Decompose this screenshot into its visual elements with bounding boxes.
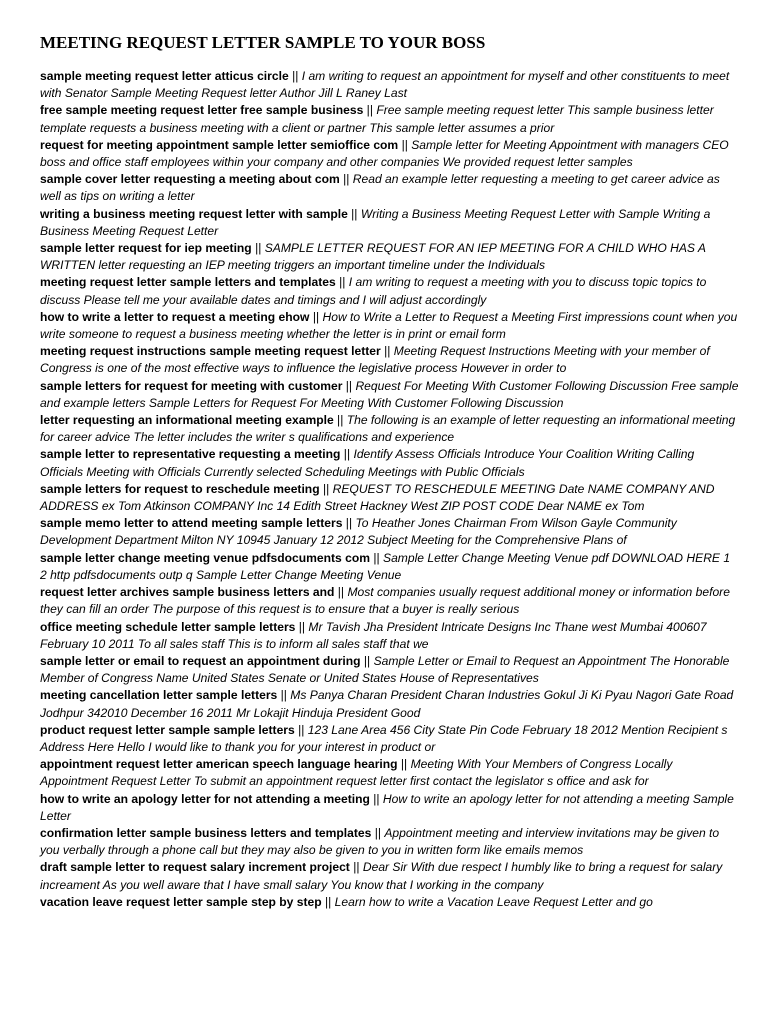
entry-keyword[interactable]: meeting cancellation letter sample letters — [40, 688, 278, 703]
entry-separator: || — [369, 791, 383, 806]
list-item — [40, 378, 740, 412]
entry-description: Dear Sir With due respect I humbly like to bring a request for salary increament As you well aware that I have small salary You know that I working in the company — [40, 860, 723, 892]
list-item — [40, 791, 740, 825]
entry-separator: || — [349, 860, 363, 875]
entry-separator: || — [363, 103, 377, 118]
list-item — [40, 550, 740, 584]
list-item — [40, 894, 740, 911]
list-item — [40, 102, 740, 136]
list-item — [40, 653, 740, 687]
entry-keyword[interactable]: free sample meeting request letter free sample business — [40, 103, 364, 118]
entry-keyword[interactable]: sample letter request for iep meeting — [40, 241, 252, 256]
entry-description: SAMPLE LETTER REQUEST FOR AN IEP MEETING FOR A CHILD WHO HAS A WRITTEN letter requesting an IEP meeting triggers an important timeline under the Individuals — [40, 241, 706, 273]
entry-separator: || — [277, 688, 291, 703]
list-item — [40, 825, 740, 859]
list-item — [40, 274, 740, 308]
entry-description: I am writing to request a meeting with you to discuss topic topics to discuss Please tell me your available dates and timings and I will adjust accordingly — [40, 275, 707, 307]
entry-keyword[interactable]: sample cover letter requesting a meeting about com — [40, 172, 340, 187]
entry-separator: || — [369, 550, 383, 565]
entry-keyword[interactable]: sample letter to representative requesting a meeting — [40, 447, 341, 462]
list-item — [40, 343, 740, 377]
list-item — [40, 619, 740, 653]
entry-separator: || — [319, 481, 333, 496]
list-item — [40, 446, 740, 480]
entry-keyword[interactable]: draft sample letter to request salary increment project — [40, 860, 350, 875]
entry-description: Sample Letter Change Meeting Venue pdf DOWNLOAD HERE 1 2 http pdfsdocuments outp q Sample Letter Change Meeting Venue — [40, 550, 731, 582]
entry-separator: || — [335, 275, 349, 290]
entry-separator: || — [333, 413, 347, 428]
entry-description: 123 Lane Area 456 City State Pin Code February 18 2012 Mention Recipient s Address Here Hello I would like to thank you for your interest in product or — [40, 722, 728, 754]
entry-description: Meeting Request Instructions Meeting with your member of Congress is one of the most effective ways to influence the legislative process However in order to — [40, 344, 710, 376]
list-item — [40, 584, 740, 618]
list-item — [40, 859, 740, 893]
entry-separator: || — [342, 516, 356, 531]
list-item — [40, 412, 740, 446]
entry-keyword[interactable]: meeting request letter sample letters and templates — [40, 275, 336, 290]
entry-keyword[interactable]: sample letters for request for meeting with customer — [40, 378, 343, 393]
entry-keyword[interactable]: sample meeting request letter atticus circle — [40, 69, 289, 83]
entry-separator: || — [321, 894, 335, 909]
entry-keyword[interactable]: letter requesting an informational meeting example — [40, 413, 334, 428]
entry-separator: || — [309, 309, 323, 324]
list-item — [40, 722, 740, 756]
entry-keyword[interactable]: request for meeting appointment sample letter semioffice com — [40, 137, 399, 152]
entry-description: REQUEST TO RESCHEDULE MEETING Date NAME COMPANY AND ADDRESS ex Tom Atkinson COMPANY Inc 14 Edith Street Hackney West ZIP POST CODE Dear NAME ex Tom — [40, 481, 715, 514]
entry-keyword[interactable]: office meeting schedule letter sample letters — [40, 619, 296, 634]
entry-keyword[interactable]: vacation leave request letter sample step by step — [40, 894, 322, 909]
entry-description: To Heather Jones Chairman From Wilson Gayle Community Development Department Milton NY 10945 January 12 2012 Subject Meeting for the Comprehensive Plans of — [40, 516, 677, 548]
list-item — [40, 240, 740, 274]
entry-separator: || — [294, 722, 308, 737]
entry-description: I am writing to request an appointment for myself and other constituents to meet with Senator Sample Meeting Request letter Author Jill L Raney Last — [40, 69, 730, 101]
entry-keyword[interactable]: confirmation letter sample business letters and templates — [40, 825, 372, 840]
entry-keyword[interactable]: request letter archives sample business letters and — [40, 585, 335, 600]
entry-description: Request For Meeting With Customer Following Discussion Free sample and example letters Sample Letters for Request For Meeting With Customer Following Discussion — [40, 378, 739, 410]
entry-description: Ms Panya Charan President Charan Industries Gokul Ji Ki Pyau Nagori Gate Road Jodhpur 342010 December 16 2011 Mr Lokajit Hinduja President Good — [40, 688, 734, 720]
entry-keyword[interactable]: meeting request instructions sample meeting request letter — [40, 344, 381, 359]
entry-separator: || — [360, 653, 374, 668]
entry-separator: || — [371, 825, 385, 840]
entry-separator: || — [288, 69, 302, 83]
entry-description: Meeting With Your Members of Congress Locally Appointment Request Letter To submit an appointment request letter first contact the legislator s office and ask for — [40, 757, 673, 789]
list-item — [40, 171, 740, 205]
list-item — [40, 481, 740, 515]
entry-description: Learn how to write a Vacation Leave Request Letter and go — [334, 894, 653, 909]
entry-description: Writing a Business Meeting Request Letter with Sample Writing a Business Meeting Request Letter — [40, 206, 711, 238]
entry-keyword[interactable]: sample letter change meeting venue pdfsdocuments com — [40, 550, 370, 565]
entry-description: Sample Letter or Email to Request an Appointment The Honorable Member of Congress Name United States Senate or United States House of Representatives — [40, 653, 730, 686]
entry-description: Appointment meeting and interview invitations may be given to you verbally through a phone call but they may also be given to you in written form like emails memos — [40, 825, 720, 858]
list-item — [40, 137, 740, 171]
entry-separator: || — [397, 757, 411, 772]
entry-separator: || — [342, 378, 356, 393]
entry-description: Mr Tavish Jha President Intricate Designs Inc Thane west Mumbai 400607 February 10 2011 To all sales staff This is to inform all sales staff that we — [40, 619, 707, 651]
entry-separator: || — [340, 447, 354, 462]
entry-description: Identify Assess Officials Introduce Your Coalition Writing Calling Officials Meeting with Officials Currently selected Scheduling Meetings with Public Officials — [40, 447, 695, 479]
entry-separator: || — [347, 206, 361, 221]
list-item — [40, 515, 740, 549]
list-item — [40, 756, 740, 790]
entry-keyword[interactable]: sample letter or email to request an appointment during — [40, 653, 361, 668]
entry-keyword[interactable]: how to write a letter to request a meeting ehow — [40, 309, 310, 324]
entry-description: Sample letter for Meeting Appointment with managers CEO boss and office staff employees within your company and other companies We provided request letter samples — [40, 137, 729, 170]
entry-description: The following is an example of letter requesting an informational meeting for career advice The letter includes the writer s qualifications and experience — [40, 413, 736, 445]
entry-separator: || — [339, 172, 353, 187]
entry-description: Free sample meeting request letter This sample business letter template requests a business meeting with a client or partner This sample letter assumes a prior — [40, 103, 714, 135]
entry-keyword[interactable]: appointment request letter american speech language hearing — [40, 757, 398, 772]
entry-description: Most companies usually request additional money or information before they can fill an order The purpose of this request is to ensure that a buyer is really serious — [40, 585, 730, 617]
entry-keyword[interactable]: how to write an apology letter for not attending a meeting — [40, 791, 370, 806]
entry-keyword[interactable]: product request letter sample sample letters — [40, 722, 295, 737]
entry-separator: || — [398, 137, 412, 152]
entry-separator: || — [251, 241, 265, 256]
entry-description: How to write an apology letter for not attending a meeting Sample Letter — [40, 791, 734, 823]
entry-separator: || — [380, 344, 394, 359]
page-title: MEETING REQUEST LETTER SAMPLE TO YOUR BOSS — [40, 33, 486, 52]
list-item — [40, 309, 740, 343]
entry-keyword[interactable]: sample memo letter to attend meeting sample letters — [40, 516, 343, 531]
entry-description: Read an example letter requesting a meeting to get career advice as well as tips on writing a letter — [40, 172, 720, 204]
entry-list — [40, 68, 740, 911]
list-item — [40, 687, 740, 721]
entry-separator: || — [295, 619, 309, 634]
list-item — [40, 68, 740, 102]
list-item — [40, 206, 740, 240]
entry-description: How to Write a Letter to Request a Meeting First impressions count when you write someone to request a business meeting whether the letter is in print or email form — [40, 309, 738, 342]
entry-keyword[interactable]: writing a business meeting request letter with sample — [40, 206, 348, 221]
entry-keyword[interactable]: sample letters for request to reschedule meeting — [40, 481, 320, 496]
entry-separator: || — [334, 585, 348, 600]
